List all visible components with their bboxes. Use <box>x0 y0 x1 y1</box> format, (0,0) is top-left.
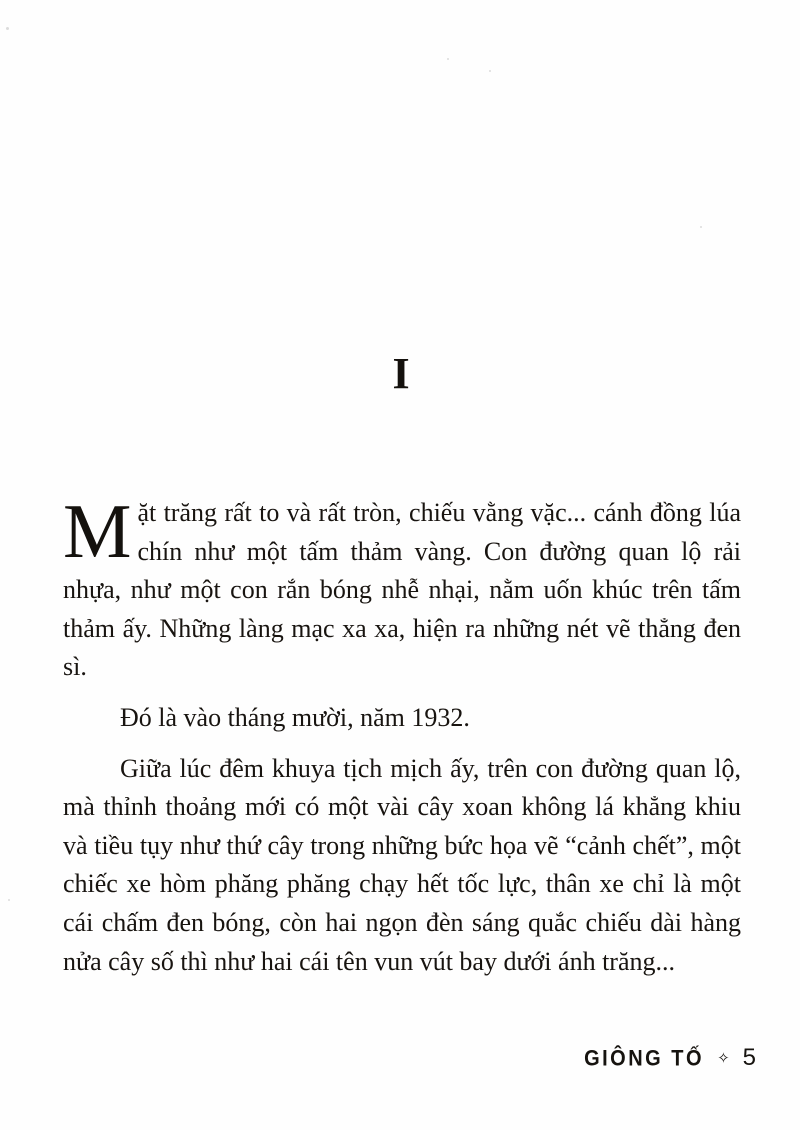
page-footer <box>584 1044 756 1072</box>
scan-speck <box>6 27 9 30</box>
paragraph <box>63 488 741 687</box>
paragraph: Đó là vào tháng mười, năm 1932. <box>120 702 470 732</box>
scan-speck <box>700 226 702 228</box>
diamond-icon: ✧ <box>717 1049 730 1067</box>
body-text <box>63 488 741 981</box>
scan-speck <box>447 58 449 60</box>
paragraph-text: ặt trăng rất to và rất tròn, chiếu vằng vặc... cánh đồng lúa chín như một tấm thảm vàng. Con đường quan lộ rải nhựa, như một con rắn bóng nhễ nhại, nằm uốn khúc trên tấm thảm ấy. Những làng mạc xa xa, hiện ra những nét vẽ thẳng đen sì. <box>63 498 741 682</box>
drop-cap: M <box>63 488 132 574</box>
scan-speck <box>8 899 10 901</box>
scan-speck <box>489 70 491 72</box>
chapter-heading: I <box>392 349 411 398</box>
running-title: GIÔNG TỐ <box>584 1046 705 1072</box>
page-number: 5 <box>742 1044 756 1071</box>
paragraph: Giữa lúc đêm khuya tịch mịch ấy, trên con đường quan lộ, mà thỉnh thoảng mới có một vài cây xoan không lá khẳng khiu và tiều tụy như thứ cây trong những bức họa vẽ “cảnh chết”, một chiếc xe hòm phăng phăng chạy hết tốc lực, thân xe chỉ là một cái chấm đen bóng, còn hai ngọn đèn sáng quắc chiếu dài hàng nửa cây số thì như hai cái tên vun vút bay dưới ánh trăng... <box>63 753 741 976</box>
